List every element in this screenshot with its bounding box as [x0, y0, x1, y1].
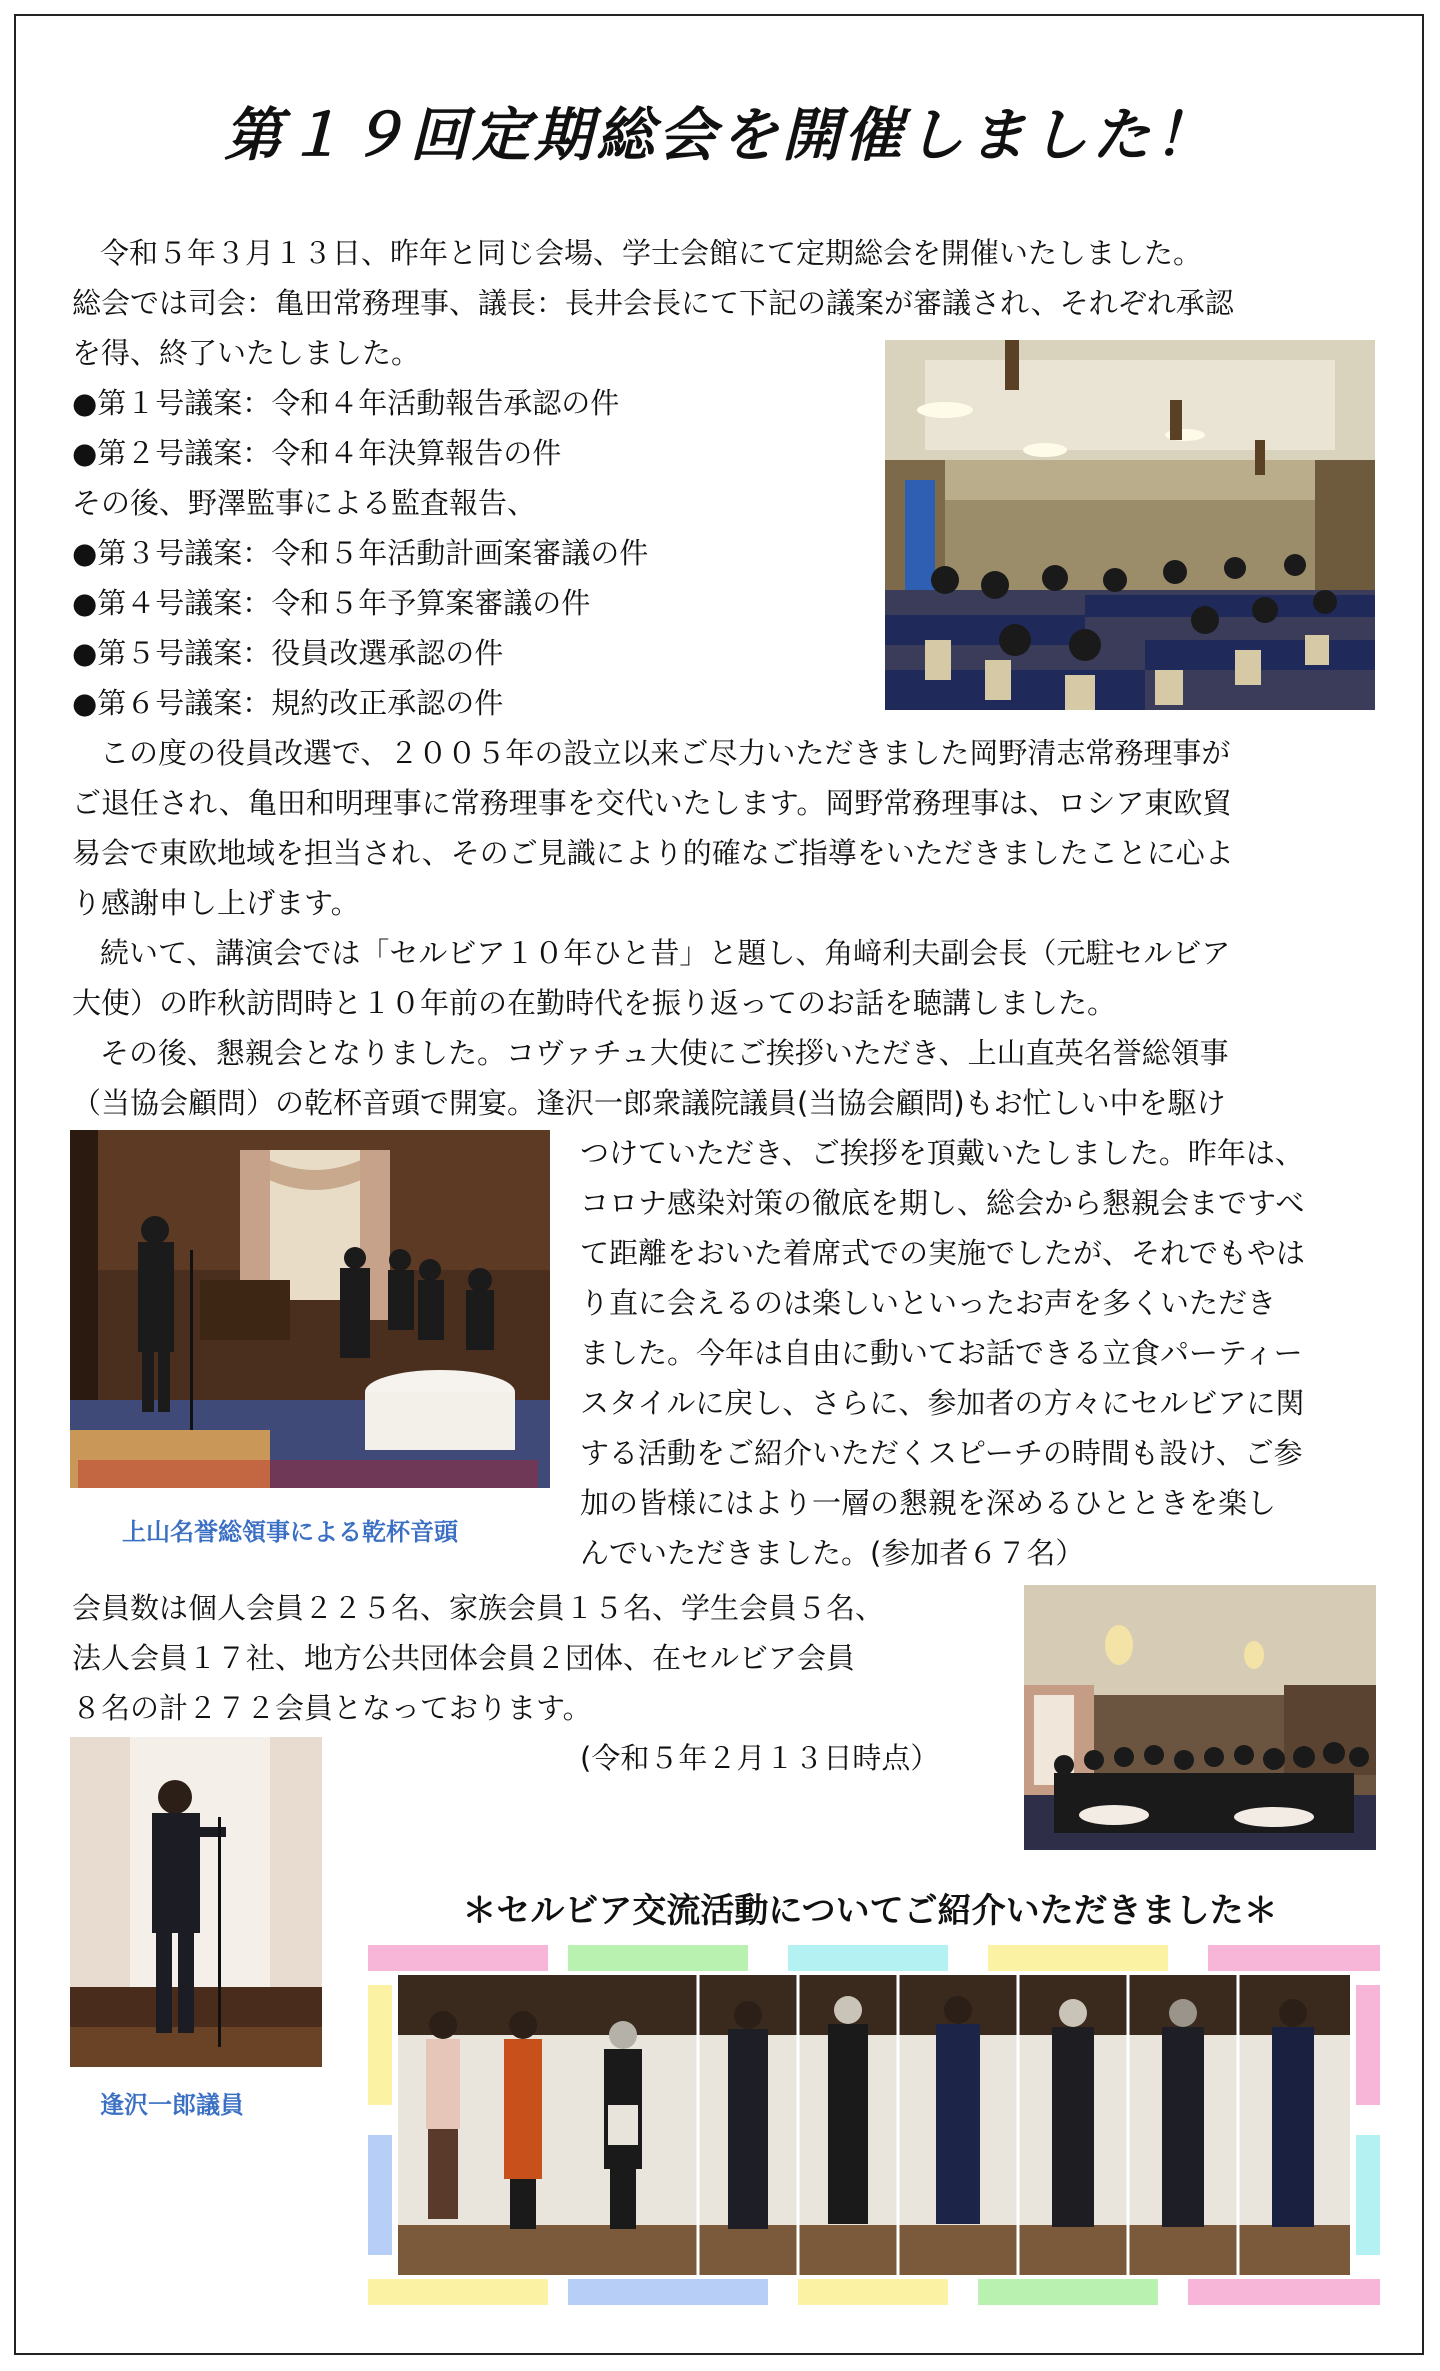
audit-report-line: その後、野澤監事による監査報告、 — [72, 486, 537, 520]
page-title: 第１９回定期総会を開催しました！ — [223, 101, 1216, 169]
collage-title: ＊セルビア交流活動についてご紹介いただきました＊ — [462, 1891, 1278, 1931]
reception-right-line-2: コロナ感染対策の徹底を期し、総会から懇親会まですべ — [580, 1186, 1305, 1220]
agenda-item-1: ●第１号議案：令和４年活動報告承認の件 — [72, 386, 620, 420]
party-photo — [1024, 1585, 1376, 1850]
reception-right-line-9: んでいただきました。(参加者６７名） — [580, 1536, 1085, 1570]
reception-right-line-3: て距離をおいた着席式での実施でしたが、それでもやは — [580, 1236, 1306, 1270]
reception-right-line-5: ました。今年は自由に動いてお話できる立食パーティー — [580, 1336, 1303, 1370]
officer-line-1: この度の役員改選で、２００５年の設立以来ご尽力いただきました岡野清志常務理事が — [100, 736, 1231, 770]
members-line-2: 法人会員１７社、地方公共団体会員２団体、在セルビア会員 — [72, 1641, 856, 1675]
meeting-hall-photo — [885, 340, 1375, 710]
reception-right-line-4: り直に会えるのは楽しいといったお声を多くいただき — [580, 1286, 1277, 1320]
agenda-item-5: ●第５号議案：役員改選承認の件 — [72, 636, 504, 670]
officer-line-2: ご退任され、亀田和明理事に常務理事を交代いたします。岡野常務理事は、ロシア東欧貿 — [72, 786, 1232, 820]
agenda-item-4: ●第４号議案：令和５年予算案審議の件 — [72, 586, 591, 620]
reception-right-line-7: する活動をご紹介いただくスピーチの時間も設け、ご参 — [580, 1436, 1303, 1470]
reception-right-line-6: スタイルに戻し、さらに、参加者の方々にセルビアに関 — [580, 1386, 1305, 1420]
intro-line-2: 総会では司会：亀田常務理事、議長：長井会長にて下記の議案が審議され、それぞれ承認 — [72, 286, 1234, 320]
lecture-line-1: 続いて、講演会では「セルビア１０年ひと昔」と題し、角﨑利夫副会長（元駐セルビア — [100, 936, 1231, 970]
toast-photo-caption: 上山名誉総領事による乾杯音頭 — [122, 1518, 458, 1546]
reception-right-line-1: つけていただき、ご挨拶を頂戴いたしました。昨年は、 — [580, 1136, 1304, 1170]
members-line-3: ８名の計２７２会員となっております。 — [72, 1691, 592, 1725]
intro-line-1: 令和５年３月１３日、昨年と同じ会場、学士会館にて定期総会を開催いたしました。 — [100, 236, 1203, 270]
intro-line-3: を得、終了いたしました。 — [72, 336, 421, 370]
speech-photo — [70, 1737, 322, 2067]
reception-right-line-8: 加の皆様にはより一層の懇親を深めるひとときを楽し — [580, 1486, 1277, 1520]
agenda-item-2: ●第２号議案：令和４年決算報告の件 — [72, 436, 562, 470]
toast-photo — [70, 1130, 550, 1488]
agenda-item-3: ●第３号議案：令和５年活動計画案審議の件 — [72, 536, 649, 570]
speech-photo-caption: 逢沢一郎議員 — [100, 2091, 244, 2119]
officer-line-3: 易会で東欧地域を担当され、そのご見識により的確なご指導をいただきましたことに心よ — [72, 836, 1234, 870]
members-date: (令和５年２月１３日時点） — [580, 1741, 940, 1775]
collage-frame — [368, 1945, 1380, 2305]
reception-line-1: その後、懇親会となりました。コヴァチュ大使にご挨拶いただき、上山直英名誉総領事 — [100, 1036, 1229, 1070]
agenda-item-6: ●第６号議案：規約改正承認の件 — [72, 686, 504, 720]
lecture-line-2: 大使）の昨秋訪問時と１０年前の在勤時代を振り返ってのお話を聴講しました。 — [72, 986, 1117, 1020]
members-line-1: 会員数は個人会員２２５名、家族会員１５名、学生会員５名、 — [72, 1591, 885, 1625]
reception-line-2: （当協会顧問）の乾杯音頭で開宴。逢沢一郎衆議院議員(当協会顧問)もお忙しい中を駆け — [72, 1086, 1226, 1120]
officer-line-4: り感謝申し上げます。 — [72, 886, 360, 920]
